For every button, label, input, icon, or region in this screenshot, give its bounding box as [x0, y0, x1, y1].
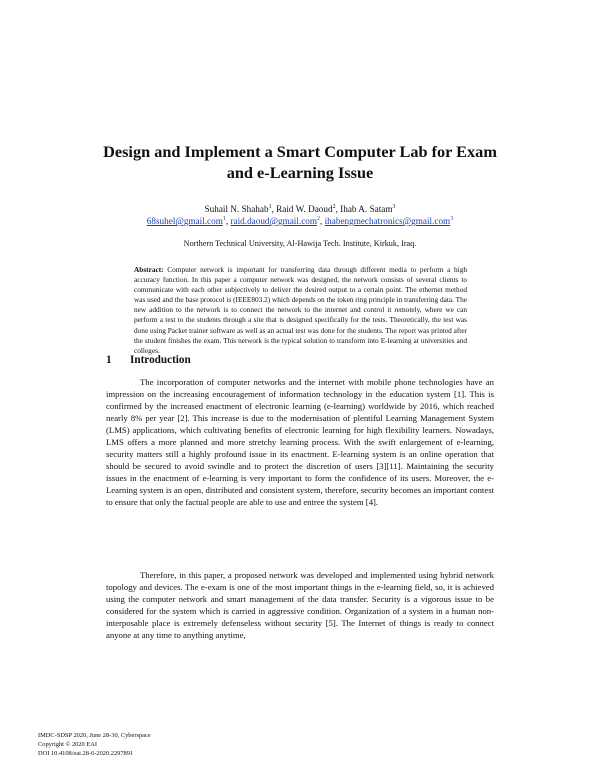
section-number: 1	[106, 354, 112, 366]
email-list: 68suhel@gmail.com$^1$, raid.daoud@gmail.com$^2$, ihabengmechatronics@gmail.com$^3$	[146, 215, 454, 226]
email-mark: 1	[222, 215, 226, 222]
title-line-1: Design and Implement a Smart Computer Lab for Exam	[103, 142, 497, 161]
section-heading	[106, 353, 191, 367]
affiliation: Northern Technical University, Al-Hawija Tech. Institute, Kirkuk, Iraq.	[183, 239, 417, 248]
author-name: Raid W. Daoud	[276, 204, 333, 214]
author-name: Suhail N. Shahab	[204, 204, 269, 214]
author-name: Ihab A. Satam	[340, 204, 393, 214]
body-paragraph: Therefore, in this paper, a proposed network was developed and implemented using hybrid network topology and devices. The e-exam is one of the most important things in the e-learning field, so, it is achieved using the computer network and smart management of the data transfer. Security is a vigorous issue to be considered for the system which is carried in aggressive condition. Organization of a system in a human non-interposable place is extremely defenseless without security [5]. The Internet of things is ready to connect anyone at any time to anything anytime,	[106, 570, 494, 641]
page-footer	[38, 731, 151, 758]
email-mark: 3	[450, 215, 454, 222]
footer-conference: IMDC-SDSP 2020, June 28-30, Cyberspace	[38, 732, 151, 739]
abstract-text: Computer network is important for transferring data through different media to perform a high accuracy function. In this paper a computer network was designed, the network consists of several clients to communicate with each other subjectively to deliver the desired output to a certain point. The ethernet method was used and the base protocol is (IEEE803.2) which depends on the token ring principle in transferring data. The new addition to the network is to connect the network to the internet and control it remotely, where we can perform a test to the students through a site that is designed specifically for the tests. Theoretically, the test was done using Packet trainer software as well as an actual test was done for the students. The report was printed after the student finishes the exam. This network is the typical solution to transform into E-learning at universities and colleges.	[134, 265, 468, 355]
author-mark: 3	[392, 203, 396, 210]
abstract	[134, 265, 467, 356]
footer-copyright: Copyright © 2020 EAI	[38, 741, 97, 748]
paper-title	[60, 141, 540, 183]
author-list: Suhail N. Shahab$^1$, Raid W. Daoud$^2$, Ihab A. Satam$^3$	[204, 203, 396, 214]
email-link[interactable]: 68suhel@gmail.com	[146, 216, 223, 226]
email-mark: 2	[317, 215, 321, 222]
author-mark: 2	[332, 203, 336, 210]
footer-doi: DOI 10.4108/eai.28-6-2020.2297891	[38, 750, 134, 757]
abstract-label: Abstract:	[134, 265, 164, 274]
section-title: Introduction	[130, 354, 191, 366]
email-link[interactable]: ihabengmechatronics@gmail.com	[324, 216, 451, 226]
title-line-2: and e-Learning Issue	[226, 163, 374, 182]
author-mark: 1	[268, 203, 272, 210]
email-link[interactable]: raid.daoud@gmail.com	[230, 216, 318, 226]
body-paragraph: The incorporation of computer networks and the internet with mobile phone technologies have an impression on the increasing encouragement of information technology in the education system [1]. This is confirmed by the increased enactment of electronic learning (e-learning) worldwide by 2016, which reached nearly 8% per year [2]. This increase is due to the modernisation of plentiful Learning Management System (LMS) applications, which cultivating benefits of electronic learning for high flexibility learners. Nowadays, LMS offers a more planned and more stretchy learning process. With the swift enlargement of e-learning, security matters still a highly profound issue in its enactment. E-learning system is an online operation that should be secured to avoid swindle and to protect the discretion of users [3][11]. Maintaining the security issues in the enactment of e-learning is very important to form the confidence of its users. Moreover, the e-Learning system is an open, distributed and consistent system, therefore, security becomes an important contest to ensure that only the factual people are able to use and entree the system [4].	[106, 377, 494, 508]
